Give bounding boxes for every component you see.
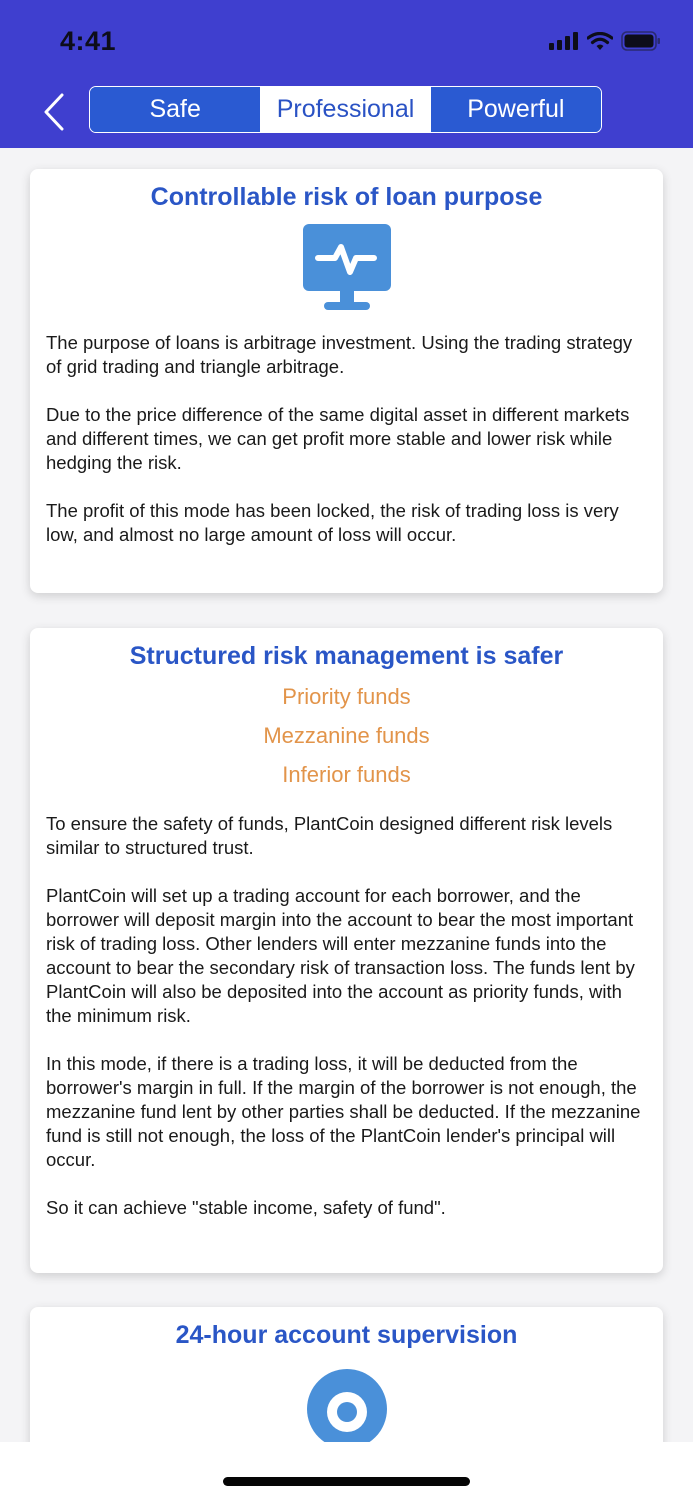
- home-indicator[interactable]: [223, 1477, 470, 1486]
- paragraph: PlantCoin will set up a trading account for each borrower, and the borrower will deposit margin into the account to bear the most important risk of trading loss. Other lenders will enter mezzanine funds into the account to bear the secondary risk of transaction loss. The funds lent by PlantCoin will also be deposited into the account as priority funds, with the minimum risk.: [46, 885, 635, 1026]
- signal-icon: [549, 32, 579, 50]
- paragraph: The profit of this mode has been locked, the risk of trading loss is very low, and almost no large amount of loss will occur.: [46, 500, 619, 545]
- tab-powerful[interactable]: Powerful: [431, 87, 601, 132]
- wifi-icon: [587, 32, 613, 51]
- paragraph: In this mode, if there is a trading loss, it will be deducted from the borrower's margin in full. If the margin of the borrower is not enough, the mezzanine fund lent by other parties shall be deducted. If the mezzanine fund is still not enough, the loss of the PlantCoin lender's principal will occur.: [46, 1053, 641, 1170]
- segment-control: [89, 86, 602, 133]
- monitor-pulse-icon: [302, 224, 392, 312]
- paragraph: To ensure the safety of funds, PlantCoin designed different risk levels similar to structured trust.: [46, 813, 613, 858]
- paragraph: The purpose of loans is arbitrage investment. Using the trading strategy of grid trading and triangle arbitrage.: [46, 332, 633, 377]
- home-area: [0, 1442, 693, 1500]
- header: [0, 0, 693, 148]
- paragraph: So it can achieve "stable income, safety of fund".: [46, 1197, 446, 1218]
- paragraph: Due to the price difference of the same digital asset in different markets and different times, we can get profit more stable and lower risk while hedging the risk.: [46, 404, 630, 473]
- tab-professional[interactable]: Professional: [260, 87, 430, 132]
- status-time: 4:41: [60, 26, 117, 56]
- camera-eye-icon: [306, 1368, 388, 1450]
- card-loan-purpose: [30, 169, 663, 593]
- card-title: Structured risk management is safer: [129, 642, 564, 670]
- fund-mezzanine: Mezzanine funds: [263, 723, 430, 748]
- fund-priority: Priority funds: [282, 684, 411, 709]
- status-icons: [549, 31, 661, 51]
- battery-icon: [621, 31, 661, 51]
- card-title: Controllable risk of loan purpose: [150, 183, 543, 211]
- fund-inferior: Inferior funds: [282, 762, 411, 787]
- card-structured-risk: [30, 628, 663, 1273]
- card-title: 24-hour account supervision: [175, 1321, 518, 1349]
- tab-safe[interactable]: Safe: [90, 87, 260, 132]
- chevron-left-icon[interactable]: [38, 90, 70, 134]
